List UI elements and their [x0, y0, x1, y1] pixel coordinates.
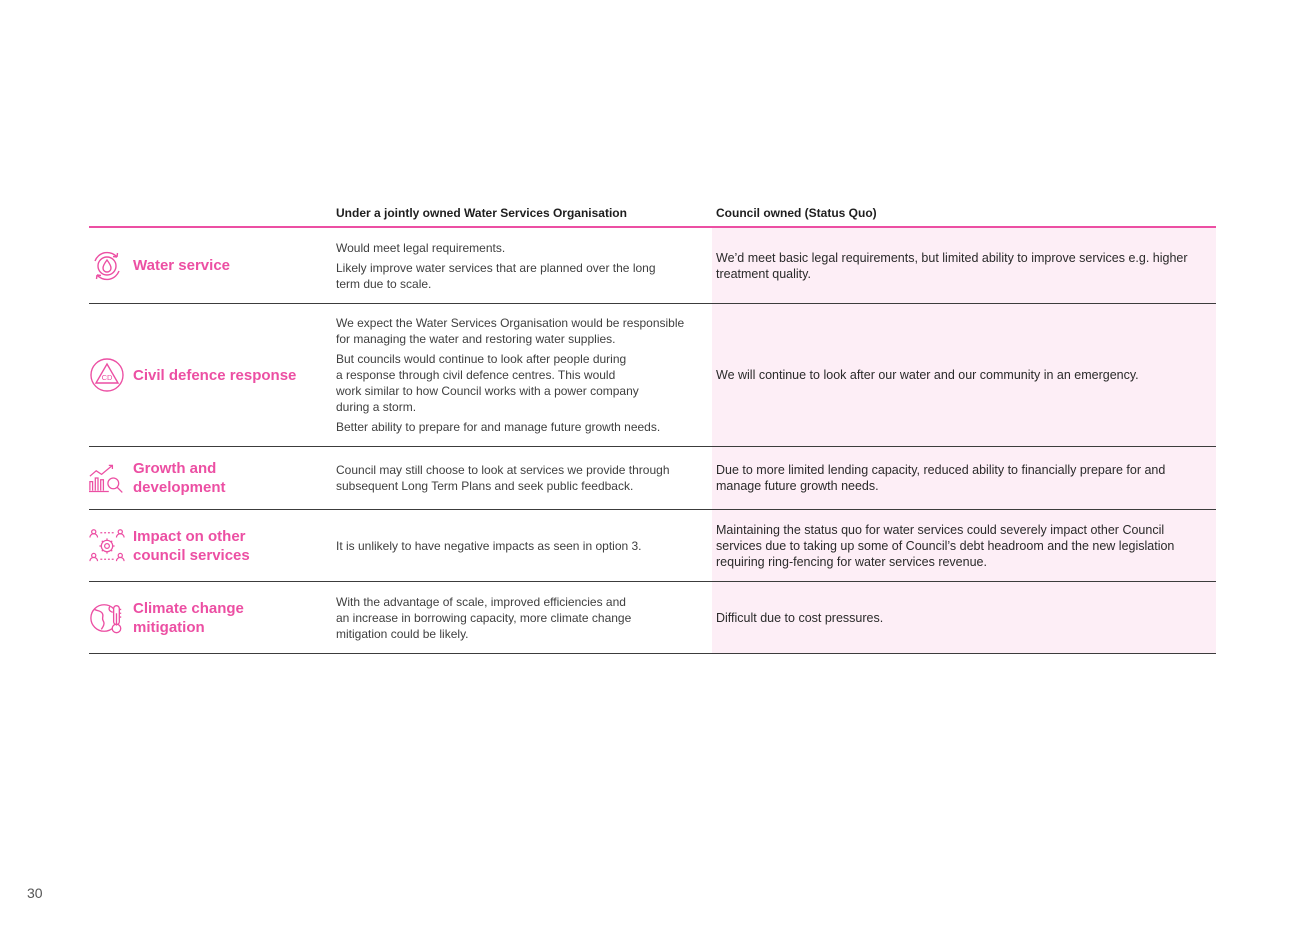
table-header — [89, 205, 1216, 228]
topic-cell — [89, 447, 336, 509]
globe-thermometer-icon — [89, 600, 125, 636]
table-row-impact — [89, 510, 1216, 582]
option-cell — [336, 582, 712, 653]
topic-cell — [89, 304, 336, 446]
status-quo-cell — [712, 304, 1216, 446]
option-text: It is unlikely to have negative impacts as seen in option 3. — [336, 538, 642, 553]
status-quo-text: Maintaining the status quo for water services could severely impact other Council services due to taking up some of Council’s debt headroom and the new legislation requiring ring-fencing for water services revenue. — [716, 522, 1175, 569]
status-quo-text: We will continue to look after our water and our community in an emergency. — [716, 368, 1139, 382]
table-row-water-service — [89, 228, 1216, 304]
status-quo-cell — [712, 582, 1216, 653]
option-text: Better ability to prepare for and manage future growth needs. — [336, 420, 661, 434]
table-row-civil-defence — [89, 304, 1216, 447]
topic-cell — [89, 510, 336, 581]
comparison-table — [89, 205, 1216, 654]
page-number: 30 — [27, 885, 43, 901]
option-text: With the advantage of scale, improved efficiencies and an increase in borrowing capacity, more climate change mitigation could be likely. — [336, 594, 632, 641]
table-row-climate — [89, 582, 1216, 654]
status-quo-cell — [712, 228, 1216, 303]
header-topic-column — [89, 205, 336, 226]
topic-label: Impact on other council services — [133, 527, 250, 564]
growth-chart-icon — [89, 460, 125, 496]
status-quo-cell — [712, 510, 1216, 581]
civil-defence-icon — [89, 357, 125, 393]
topic-cell — [89, 582, 336, 653]
header-status-quo-column: Council owned (Status Quo) — [716, 206, 877, 220]
option-cell — [336, 510, 712, 581]
option-text: Likely improve water services that are planned over the long term due to scale. — [336, 260, 656, 291]
people-gear-icon — [89, 528, 125, 564]
topic-label: Water service — [133, 257, 231, 274]
water-drop-cycle-icon — [89, 248, 125, 284]
option-text: We expect the Water Services Organisation would be responsible for managing the water and restoring water supplies. — [336, 316, 685, 346]
status-quo-text: Due to more limited lending capacity, reduced ability to financially prepare for and manage future growth needs. — [716, 463, 1166, 493]
table-row-growth — [89, 447, 1216, 510]
status-quo-text: Difficult due to cost pressures. — [716, 610, 884, 625]
topic-label: Civil defence response — [133, 366, 297, 384]
status-quo-cell — [712, 447, 1216, 509]
civil-defence-icon-text: CD — [101, 373, 113, 382]
topic-label: Growth and development — [133, 460, 226, 496]
topic-label: Climate change mitigation — [133, 599, 244, 636]
option-text: Council may still choose to look at services we provide through subsequent Long Term Plans and seek public feedback. — [336, 463, 670, 493]
option-cell — [336, 228, 712, 303]
option-cell — [336, 447, 712, 509]
option-cell — [336, 304, 712, 446]
header-option-column: Under a jointly owned Water Services Organisation — [336, 206, 627, 220]
option-text: Would meet legal requirements. — [336, 240, 506, 255]
option-text: But councils would continue to look after people during a response through civil defence centres. This would work similar to how Council works with a power company during a storm. — [336, 352, 639, 414]
topic-cell — [89, 228, 336, 303]
status-quo-text: We’d meet basic legal requirements, but limited ability to improve services e.g. higher treatment quality. — [716, 250, 1188, 281]
